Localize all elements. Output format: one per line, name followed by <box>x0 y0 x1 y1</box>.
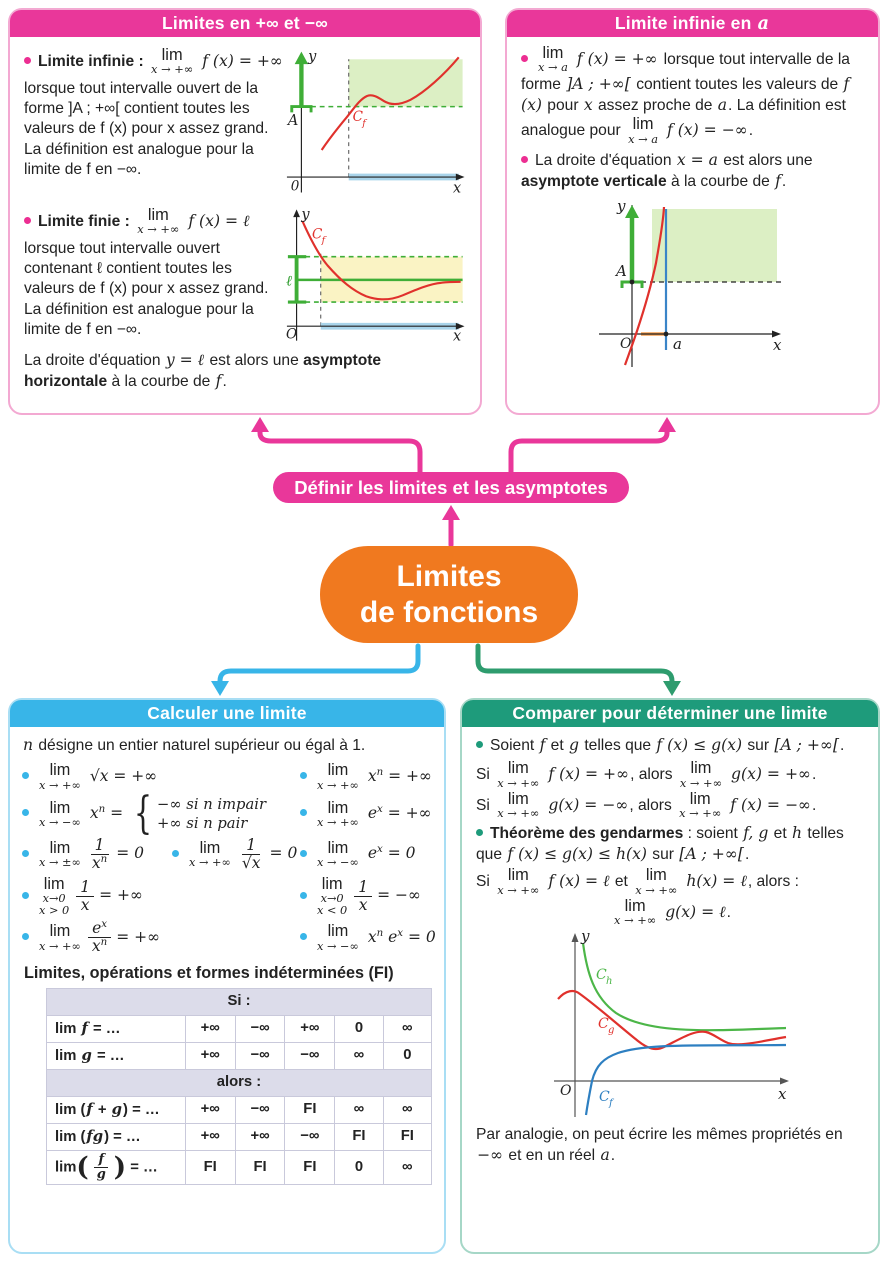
panel-title-limite-infinie-en-a: Limite infinie en a <box>507 10 878 37</box>
panel-limite-infinie-en-a <box>505 8 880 415</box>
limit-formula: lim x → +∞ $\frac{1}{√x}$ = 0 <box>172 837 300 871</box>
bullet-icon <box>300 892 307 899</box>
graph-limite-finie-asymptote-horizontale <box>285 205 468 347</box>
connector-to-panel-limites-en-infini <box>260 430 420 473</box>
table-band-label: alors : <box>47 1070 432 1097</box>
svg-text:ℓ: ℓ <box>285 273 292 290</box>
bullet-icon <box>172 850 179 857</box>
bullet-icon <box>22 772 29 779</box>
table-row-head: lim( $\frac{f}{g}$ ) = … <box>47 1151 186 1185</box>
branch-label-definir-les-limites: Définir les limites et les asymptotes <box>273 472 629 503</box>
limits-list <box>22 761 436 956</box>
table-cell: +∞ <box>185 1097 235 1124</box>
table-cell: ∞ <box>335 1043 383 1070</box>
connector-to-panel-calculer <box>220 646 418 683</box>
svg-text:h: h <box>606 975 613 987</box>
limits-row <box>22 762 432 791</box>
table-row <box>47 1124 432 1151</box>
arrowhead-up-icon <box>251 417 269 432</box>
table-row <box>47 1151 432 1185</box>
svg-text:0: 0 <box>290 178 299 195</box>
text-conclusion-lim-g: lim x → +∞ g(x) = ℓ. <box>614 897 731 928</box>
arrowhead-up-icon <box>658 417 676 432</box>
table-cell: FI <box>285 1097 335 1124</box>
region-A-plus-infini <box>348 59 462 106</box>
table-cell: +∞ <box>235 1124 285 1151</box>
block-limite-finie <box>24 205 468 347</box>
limit-formula: lim x → +∞ $e^x$ = +∞ <box>300 800 433 829</box>
limit-formula: lim x→0 x > 0 $\frac{1}{x}$ = +∞ <box>22 876 300 917</box>
table-cell: FI <box>185 1151 235 1185</box>
svg-text:O: O <box>285 326 297 343</box>
table-cell: +∞ <box>185 1043 235 1070</box>
svg-text:f: f <box>609 1097 613 1109</box>
table-cell: FI <box>235 1151 285 1185</box>
table-row <box>47 1043 432 1070</box>
x-axis-arrow-icon <box>455 174 464 181</box>
limits-row <box>22 876 432 917</box>
text-si-lim-f-et-h: Si lim x → +∞ f (x) = ℓ et lim x → +∞ h(x) = ℓ, alors : <box>476 866 799 897</box>
limit-formula: lim x → +∞ √x = +∞ <box>22 762 300 791</box>
panel-title-calculer: Calculer une limite <box>10 700 444 727</box>
table-cell: −∞ <box>235 1097 285 1124</box>
bullet-icon <box>476 829 483 836</box>
root-line-1: Limites <box>396 560 502 594</box>
table-row-head: lim (fg) = … <box>47 1124 186 1151</box>
bullet-icon <box>300 809 307 816</box>
svg-text:x: x <box>778 1084 787 1103</box>
arrowhead-down-icon <box>211 681 229 696</box>
table-cell: FI <box>383 1124 431 1151</box>
graph-limite-infinie-en-plus-infini <box>285 45 468 201</box>
y-axis-arrow-icon <box>572 933 579 942</box>
table-cell: ∞ <box>383 1097 431 1124</box>
table-cell: +∞ <box>285 1016 335 1043</box>
curve-h <box>583 943 786 1030</box>
svg-text:f: f <box>321 235 325 247</box>
graph-asymptote-verticale <box>589 199 789 371</box>
bullet-icon <box>521 55 528 62</box>
table-cell: +∞ <box>185 1124 235 1151</box>
text-asymptote-horizontale: La droite d'équation y = ℓ est alors une asymptote horizontale à la courbe de f. <box>24 351 382 391</box>
bullet-icon <box>300 933 307 940</box>
connector-to-panel-comparer <box>478 646 672 683</box>
block-limite-infinie <box>24 45 468 201</box>
table-row <box>47 1016 432 1043</box>
text-intro-n: n désigne un entier naturel supérieur ou égal à 1. <box>23 736 366 754</box>
y-axis-arrow-icon <box>293 209 300 217</box>
table-row-head: lim f = … <box>47 1016 186 1043</box>
table-cell: FI <box>335 1124 383 1151</box>
svg-text:A: A <box>616 261 627 280</box>
bullet-icon <box>476 741 483 748</box>
text-limite-en-a: lim x → a f (x) = +∞ lorsque tout intervalle de la forme ]A ; +∞[ contient toutes les valeurs de f (x) pour x assez proche de a. La définition est analogue pour lim x → a f (x) = −∞. <box>521 44 850 146</box>
limit-formula: lim x → −∞ $x^n$ $e^x = 0$ <box>300 923 437 952</box>
svg-text:x: x <box>452 180 461 197</box>
bullet-icon <box>22 850 29 857</box>
table-band-label: Si : <box>47 989 432 1016</box>
curve-f <box>586 1045 786 1115</box>
svg-text:O: O <box>620 335 632 352</box>
curve-g <box>558 991 786 1049</box>
svg-text:x: x <box>452 328 461 345</box>
svg-text:C: C <box>599 1088 610 1105</box>
table-cell: +∞ <box>185 1016 235 1043</box>
text-si-lim-f: Si lim x → +∞ f (x) = +∞, alors lim x → +∞ g(x) = +∞. <box>476 759 817 790</box>
root-line-2: de fonctions <box>359 595 539 629</box>
formula-limite-infinie: Limite infinie : lim x → +∞ f (x) = +∞ <box>24 47 285 76</box>
table-cell: −∞ <box>285 1043 335 1070</box>
table-cell: 0 <box>335 1016 383 1043</box>
x-axis-arrow-icon <box>780 1077 789 1084</box>
svg-text:f: f <box>361 117 366 129</box>
bullet-icon <box>22 809 29 816</box>
table-caption: Limites, opérations et formes indéterminées (FI) <box>24 963 394 982</box>
bullet-icon <box>24 217 31 224</box>
svg-text:y: y <box>301 207 310 224</box>
table-cell: −∞ <box>235 1043 285 1070</box>
limit-formula: lim x→0 x < 0 $\frac{1}{x}$ = −∞ <box>300 876 432 917</box>
table-cell: 0 <box>383 1043 431 1070</box>
text-soient-f-g: Soient f et g telles que f (x) ≤ g(x) sur [A ; +∞[. <box>476 735 866 756</box>
table-row-head: lim (f + g) = … <box>47 1097 186 1124</box>
bullet-icon <box>22 933 29 940</box>
bullet-icon <box>300 772 307 779</box>
table-cell: −∞ <box>285 1124 335 1151</box>
table-cell: ∞ <box>335 1097 383 1124</box>
text-si-lim-g: Si lim x → +∞ g(x) = −∞, alors lim x → +∞ f (x) = −∞. <box>476 790 817 821</box>
svg-text:g: g <box>608 1024 615 1036</box>
svg-text:y: y <box>307 49 316 66</box>
table-cell: ∞ <box>383 1016 431 1043</box>
text-limite-finie: lorsque tout intervalle ouvert contenant ℓ contient toutes les valeurs de f (x) pour x assez grand. La définition est analogue pour la limite de f en −∞. <box>24 239 269 338</box>
text-par-analogie: Par analogie, on peut écrire les mêmes propriétés en −∞ et en un réel a. <box>476 1125 843 1165</box>
svg-text:a: a <box>673 334 682 353</box>
panel-title-limites-en-infini: Limites en +∞ et −∞ <box>10 10 480 37</box>
table-cell: 0 <box>335 1151 383 1185</box>
text-limite-infinie: lorsque tout intervalle ouvert de la forme ]A ; +∞[ contient toutes les valeurs de f (x) pour x assez grand. La définition est analogue pour la limite de f en −∞. <box>24 79 269 178</box>
text-theoreme-gendarmes: Théorème des gendarmes : soient f, g et h telles que f (x) ≤ g(x) ≤ h(x) sur [A ; +∞[. <box>476 823 844 864</box>
table-row-head: lim g = … <box>47 1043 186 1070</box>
connector-to-panel-limite-infinie-en-a <box>511 430 667 473</box>
limit-formula: lim x → ±∞ $\frac{1}{x^n}$ = 0 <box>22 837 172 871</box>
panel-limites-en-infini <box>8 8 482 415</box>
table-cell: ∞ <box>383 1151 431 1185</box>
bullet-icon <box>22 892 29 899</box>
svg-text:O: O <box>560 1082 572 1099</box>
bullet-icon <box>521 156 528 163</box>
bullet-icon <box>24 57 31 64</box>
text-asymptote-verticale: La droite d'équation x = a est alors une asymptote verticale à la courbe de f. <box>521 151 813 191</box>
svg-text:C: C <box>596 966 607 983</box>
svg-text:y: y <box>617 198 626 215</box>
table-formes-indeterminees <box>46 988 432 1185</box>
svg-text:x: x <box>773 335 782 354</box>
arrowhead-up-icon <box>442 505 460 520</box>
panel-title-comparer: Comparer pour déterminer une limite <box>462 700 878 727</box>
table-row <box>47 1097 432 1124</box>
graph-theoreme-des-gendarmes <box>546 929 796 1121</box>
svg-text:C: C <box>311 226 322 243</box>
limit-formula: lim x → −∞ $e^x = 0$ <box>300 840 432 869</box>
limits-row <box>22 837 432 871</box>
panel-comparer <box>460 698 880 1254</box>
panel-calculer-une-limite <box>8 698 446 1254</box>
limit-formula: lim x → +∞ $x^n$ = +∞ <box>300 762 433 791</box>
root-node-limites-de-fonctions <box>320 546 578 643</box>
limits-row <box>22 787 432 839</box>
table-cell: FI <box>285 1151 335 1185</box>
table-cell: −∞ <box>235 1016 285 1043</box>
arrowhead-down-icon <box>663 681 681 696</box>
limits-row <box>22 919 436 956</box>
svg-text:C: C <box>598 1015 609 1032</box>
formula-limite-finie: Limite finie : lim x → +∞ f (x) = ℓ <box>24 207 285 236</box>
svg-text:y: y <box>581 928 590 945</box>
limit-formula: lim x → +∞ $\frac{e^x}{x^n}$ = +∞ <box>22 920 300 954</box>
region-A-plus-infini <box>652 209 777 282</box>
limit-formula: lim x → −∞ $x^n$ = { −∞ si n impair +∞ si n pair <box>22 795 300 833</box>
svg-text:A: A <box>287 112 298 129</box>
svg-text:C: C <box>352 109 363 126</box>
bullet-icon <box>300 850 307 857</box>
